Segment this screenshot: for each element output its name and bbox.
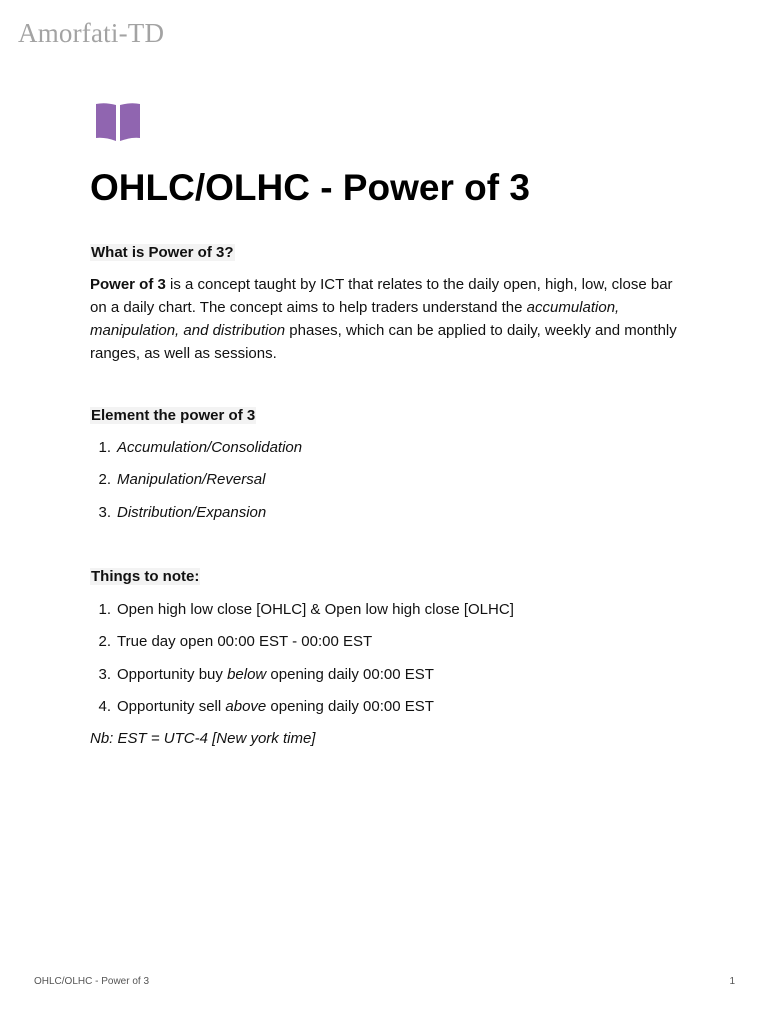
list-number: 4. xyxy=(98,698,111,716)
list-text: Open high low close [OHLC] & Open low high close [OLHC] xyxy=(117,601,514,618)
list-item xyxy=(90,438,302,470)
section-heading-label: What is Power of 3? xyxy=(91,244,234,261)
page-number: 1 xyxy=(729,976,735,987)
list-text: Manipulation/Reversal xyxy=(117,471,266,489)
intro-paragraph xyxy=(90,273,690,365)
list-text-post: opening daily 00:00 EST xyxy=(266,665,434,683)
footer-title: OHLC/OLHC - Power of 3 xyxy=(34,976,150,987)
list-text: Distribution/Expansion xyxy=(117,503,267,521)
list-text: True day open 00:00 EST - 00:00 EST xyxy=(117,633,373,651)
list-item xyxy=(90,665,514,697)
intro-term: Power of 3 xyxy=(90,276,166,293)
section-heading-label: Things to note: xyxy=(91,568,200,585)
list-item xyxy=(90,697,514,729)
list-item xyxy=(90,503,302,535)
list-text xyxy=(117,665,434,697)
list-text-em: above xyxy=(225,698,267,716)
intro-phases: accumulation, manipulation, and distribution xyxy=(90,299,620,339)
page-title: OHLC/OLHC - Power of 3 xyxy=(90,167,530,208)
list-text-pre: Opportunity sell xyxy=(117,698,226,716)
list-text: Accumulation/Consolidation xyxy=(117,439,303,456)
watermark: Amorfati-TD xyxy=(18,18,165,48)
list-number: 2. xyxy=(98,471,111,489)
elements-list xyxy=(90,438,302,535)
book-icon xyxy=(95,102,141,142)
list-text xyxy=(117,697,434,729)
list-text-post: opening daily 00:00 EST xyxy=(266,698,434,716)
list-number: 1. xyxy=(98,439,111,456)
list-number: 3. xyxy=(98,665,111,683)
list-number: 1. xyxy=(98,601,111,618)
list-number: 3. xyxy=(98,503,111,521)
notes-list xyxy=(90,600,514,730)
list-text-pre: Opportunity buy xyxy=(117,665,228,683)
list-number: 2. xyxy=(98,633,111,651)
list-item xyxy=(90,600,514,632)
intro-text-2: phases, which can be applied to daily, weekly and monthly ranges, as well as sessions. xyxy=(90,322,677,362)
list-item xyxy=(90,632,514,664)
list-text-em: below xyxy=(227,665,267,683)
intro-text-1: is a concept taught by ICT that relates to the daily open, high, low, close bar on a daily chart. The concept aims to help traders understand the xyxy=(90,276,673,316)
timezone-note: Nb: EST = UTC-4 [New york time] xyxy=(90,730,316,747)
section-heading-what-is xyxy=(90,243,235,263)
list-item xyxy=(90,470,302,502)
section-heading-elements xyxy=(90,406,256,426)
section-heading-label: Element the power of 3 xyxy=(91,407,256,424)
section-heading-things-to-note xyxy=(90,567,200,587)
